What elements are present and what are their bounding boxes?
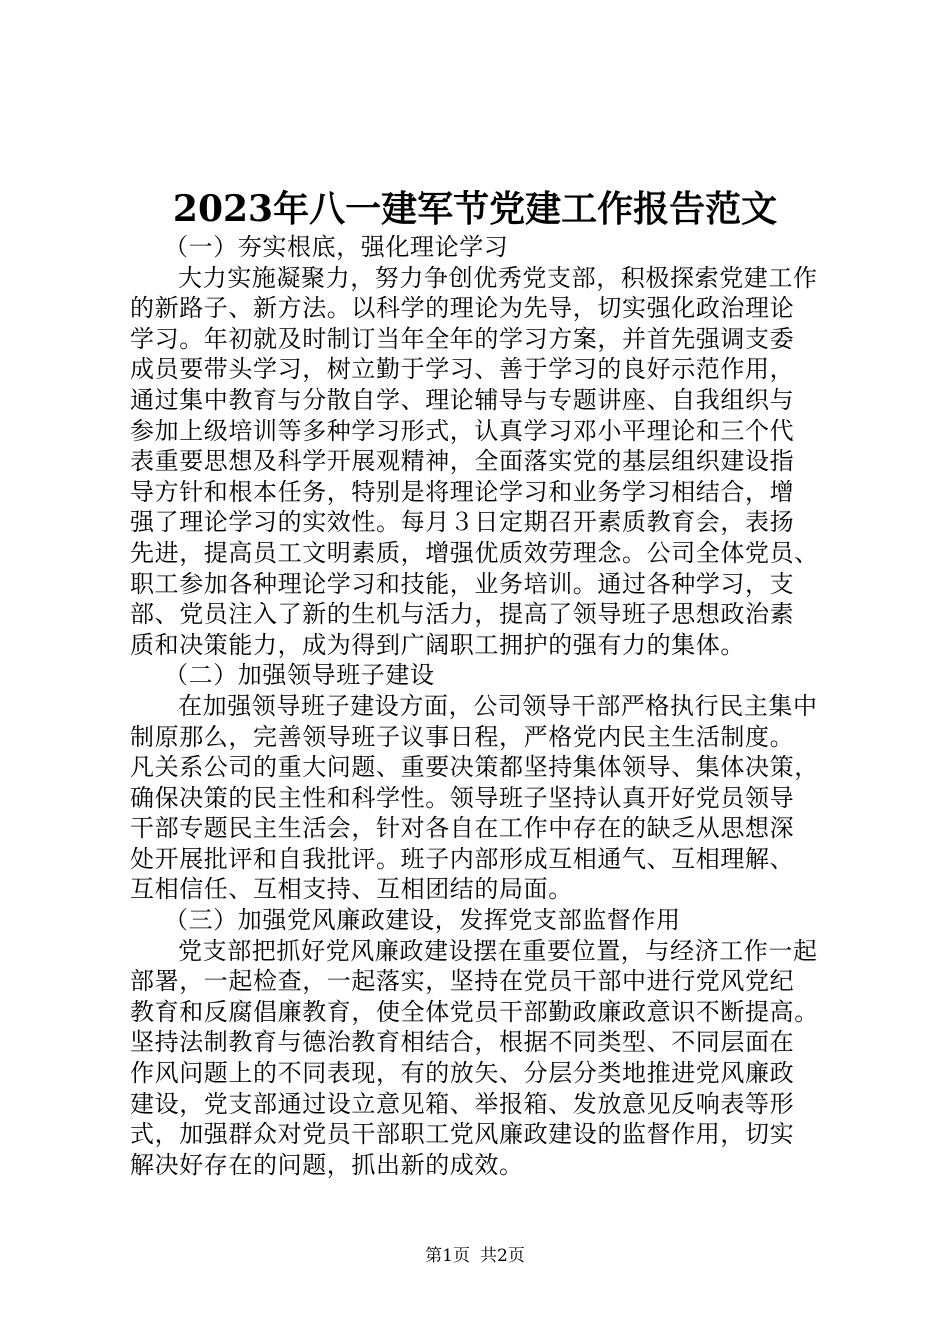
paragraph-line: 的新路子、新方法。以科学的理论为先导，切实强化政治理论 xyxy=(130,294,795,323)
paragraph-line: 干部专题民主生活会，针对各自在工作中存在的缺乏从思想深 xyxy=(130,814,795,843)
paragraph-line: 在加强领导班子建设方面，公司领导干部严格执行民主集中 xyxy=(178,691,818,720)
paragraph-line: 质和决策能力，成为得到广阔职工拥护的强有力的集体。 xyxy=(130,630,745,659)
paragraph-line: 教育和反腐倡廉教育，使全体党员干部勤政廉政意识不断提高。 xyxy=(130,997,819,1026)
paragraph-line: 先进，提高员工文明素质，增强优质效劳理念。公司全体党员、 xyxy=(130,538,819,567)
paragraph-line: 确保决策的民主性和科学性。领导班子坚持认真开好党员领导 xyxy=(130,783,795,812)
paragraph-line: 凡关系公司的重大问题、重要决策都坚持集体领导、集体决策， xyxy=(130,753,819,782)
paragraph-line: 部、党员注入了新的生机与活力，提高了领导班子思想政治素 xyxy=(130,600,795,629)
paragraph-line: 式，加强群众对党员干部职工党风廉政建设的监督作用，切实 xyxy=(130,1120,795,1149)
paragraph-line: 成员要带头学习，树立勤于学习、善于学习的良好示范作用， xyxy=(130,355,795,384)
paragraph-line: 通过集中教育与分散自学、理论辅导与专题讲座、自我组织与 xyxy=(130,385,795,414)
page-footer xyxy=(0,1245,950,1267)
document-body xyxy=(130,232,830,1180)
paragraph-line: 参加上级培训等多种学习形式，认真学习邓小平理论和三个代 xyxy=(130,416,795,445)
paragraph-line: 解决好存在的问题，抓出新的成效。 xyxy=(130,1150,524,1179)
paragraph-line: 建设，党支部通过设立意见箱、举报箱、发放意见反响表等形 xyxy=(130,1089,795,1118)
paragraph-line: 部署，一起检查，一起落实，坚持在党员干部中进行党风党纪 xyxy=(130,967,795,996)
page-number: 第1页 xyxy=(425,1246,470,1266)
paragraph-line: 职工参加各种理论学习和技能，业务培训。通过各种学习，支 xyxy=(130,569,795,598)
paragraph-line: 大力实施凝聚力，努力争创优秀党支部，积极探索党建工作 xyxy=(178,263,818,292)
paragraph-line: 强了理论学习的实效性。每月３日定期召开素质教育会，表扬 xyxy=(130,508,795,537)
document-title: 2023年八一建军节党建工作报告范文 xyxy=(172,188,778,230)
paragraph-line: 导方针和根本任务，特别是将理论学习和业务学习相结合，增 xyxy=(130,477,795,506)
page-total: 共2页 xyxy=(480,1246,525,1266)
paragraph-line: 作风问题上的不同表现，有的放矢、分层分类地推进党风廉政 xyxy=(130,1059,795,1088)
section-heading: （三）加强党风廉政建设，发挥党支部监督作用 xyxy=(164,906,681,935)
paragraph-line: 处开展批评和自我批评。班子内部形成互相通气、互相理解、 xyxy=(130,844,795,873)
paragraph-line: 学习。年初就及时制订当年全年的学习方案，并首先强调支委 xyxy=(130,324,795,353)
section-heading: （一）夯实根底，强化理论学习 xyxy=(164,233,509,261)
paragraph-line: 表重要思想及科学开展观精神，全面落实党的基层组织建设指 xyxy=(130,447,795,476)
paragraph-line: 制原那么，完善领导班子议事日程，严格党内民主生活制度。 xyxy=(130,722,795,751)
paragraph-line: 互相信任、互相支持、互相团结的局面。 xyxy=(130,875,573,904)
paragraph-line: 坚持法制教育与德治教育相结合，根据不同类型、不同层面在 xyxy=(130,1028,795,1057)
section-heading: （二）加强领导班子建设 xyxy=(164,661,435,690)
paragraph-line: 党支部把抓好党风廉政建设摆在重要位置，与经济工作一起 xyxy=(178,936,818,965)
